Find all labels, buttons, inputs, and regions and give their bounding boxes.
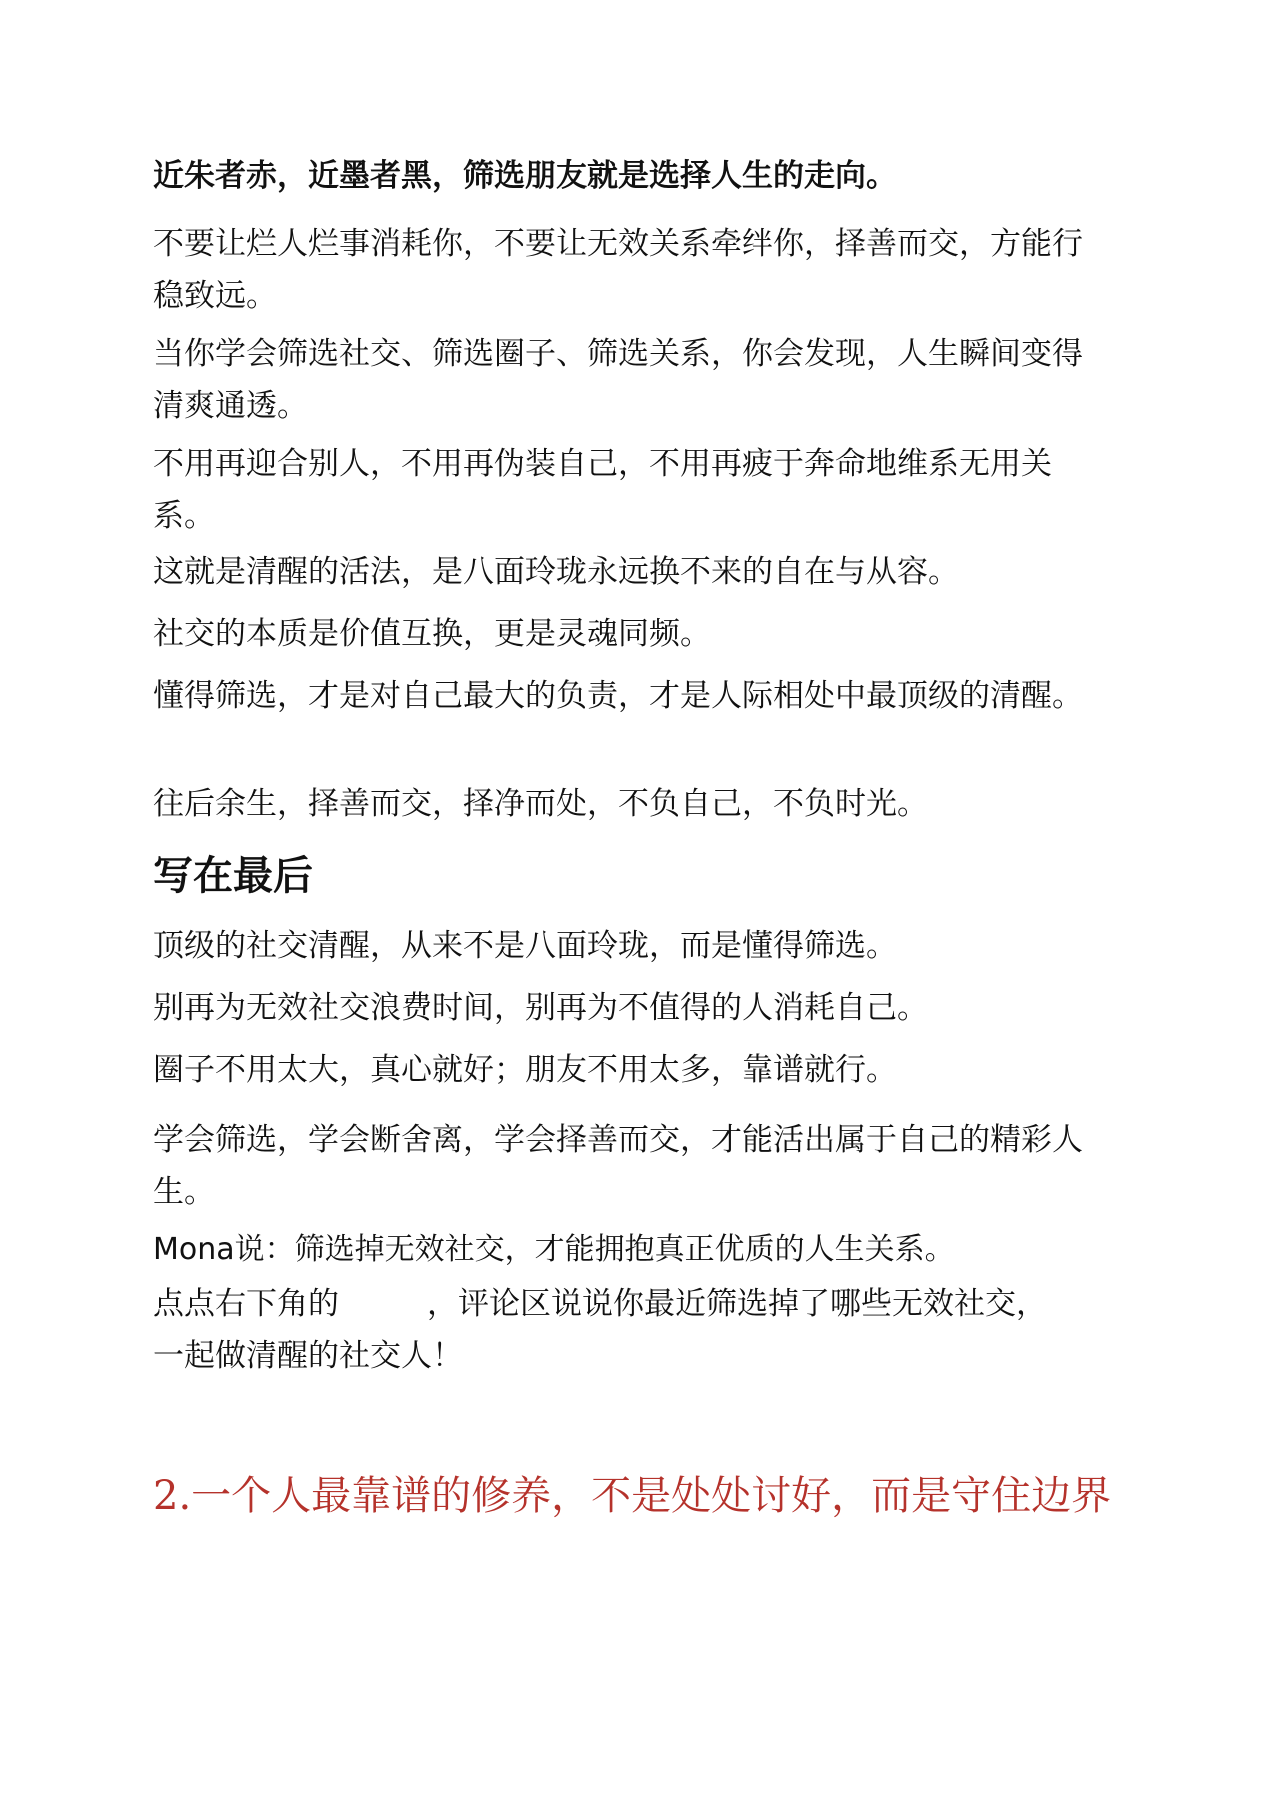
paragraph-7: 往后余生，择善而交，择净而处，不负自己，不负时光。 xyxy=(153,786,928,822)
closing-paragraph-3: 圈子不用太大，真心就好；朋友不用太多，靠谱就行。 xyxy=(153,1052,897,1088)
paragraph-2: 当你学会筛选社交、筛选圈子、筛选关系，你会发现，人生瞬间变得清爽通透。 xyxy=(153,336,1083,424)
paragraph-1: 不要让烂人烂事消耗你，不要让无效关系牵绊你，择善而交，方能行稳致远。 xyxy=(153,226,1083,314)
closing-paragraph-4: 学会筛选，学会断舍离，学会择善而交，才能活出属于自己的精彩人生。 xyxy=(153,1122,1083,1210)
paragraph-3: 不用再迎合别人，不用再伪装自己，不用再疲于奔命地维系无用关系。 xyxy=(153,446,1052,534)
next-section-title: 2.一个人最靠谱的修养，不是处处讨好，而是守住边界 xyxy=(153,1473,1112,1519)
paragraph-5: 社交的本质是价值互换，更是灵魂同频。 xyxy=(153,616,711,652)
lead-sentence: 近朱者赤，近墨者黑，筛选朋友就是选择人生的走向。 xyxy=(153,158,897,194)
paragraph-6: 懂得筛选，才是对自己最大的负责，才是人际相处中最顶级的清醒。 xyxy=(153,678,1083,714)
closing-paragraph-1: 顶级的社交清醒，从来不是八面玲珑，而是懂得筛选。 xyxy=(153,928,897,964)
mona-quote: Mona说：筛选掉无效社交，才能拥抱真正优质的人生关系。 xyxy=(153,1232,955,1267)
call-to-action xyxy=(153,1278,1053,1382)
closing-paragraph-2: 别再为无效社交浪费时间，别再为不值得的人消耗自己。 xyxy=(153,990,928,1026)
closing-heading: 写在最后 xyxy=(153,853,313,899)
paragraph-4: 这就是清醒的活法，是八面玲珑永远换不来的自在与从容。 xyxy=(153,554,959,590)
cta-text-before: 点点右下角的 xyxy=(153,1286,339,1322)
cta-text-after: ，评论区说说你最近筛选掉了哪些无效社交，一起做清醒的社交人！ xyxy=(153,1286,1047,1374)
